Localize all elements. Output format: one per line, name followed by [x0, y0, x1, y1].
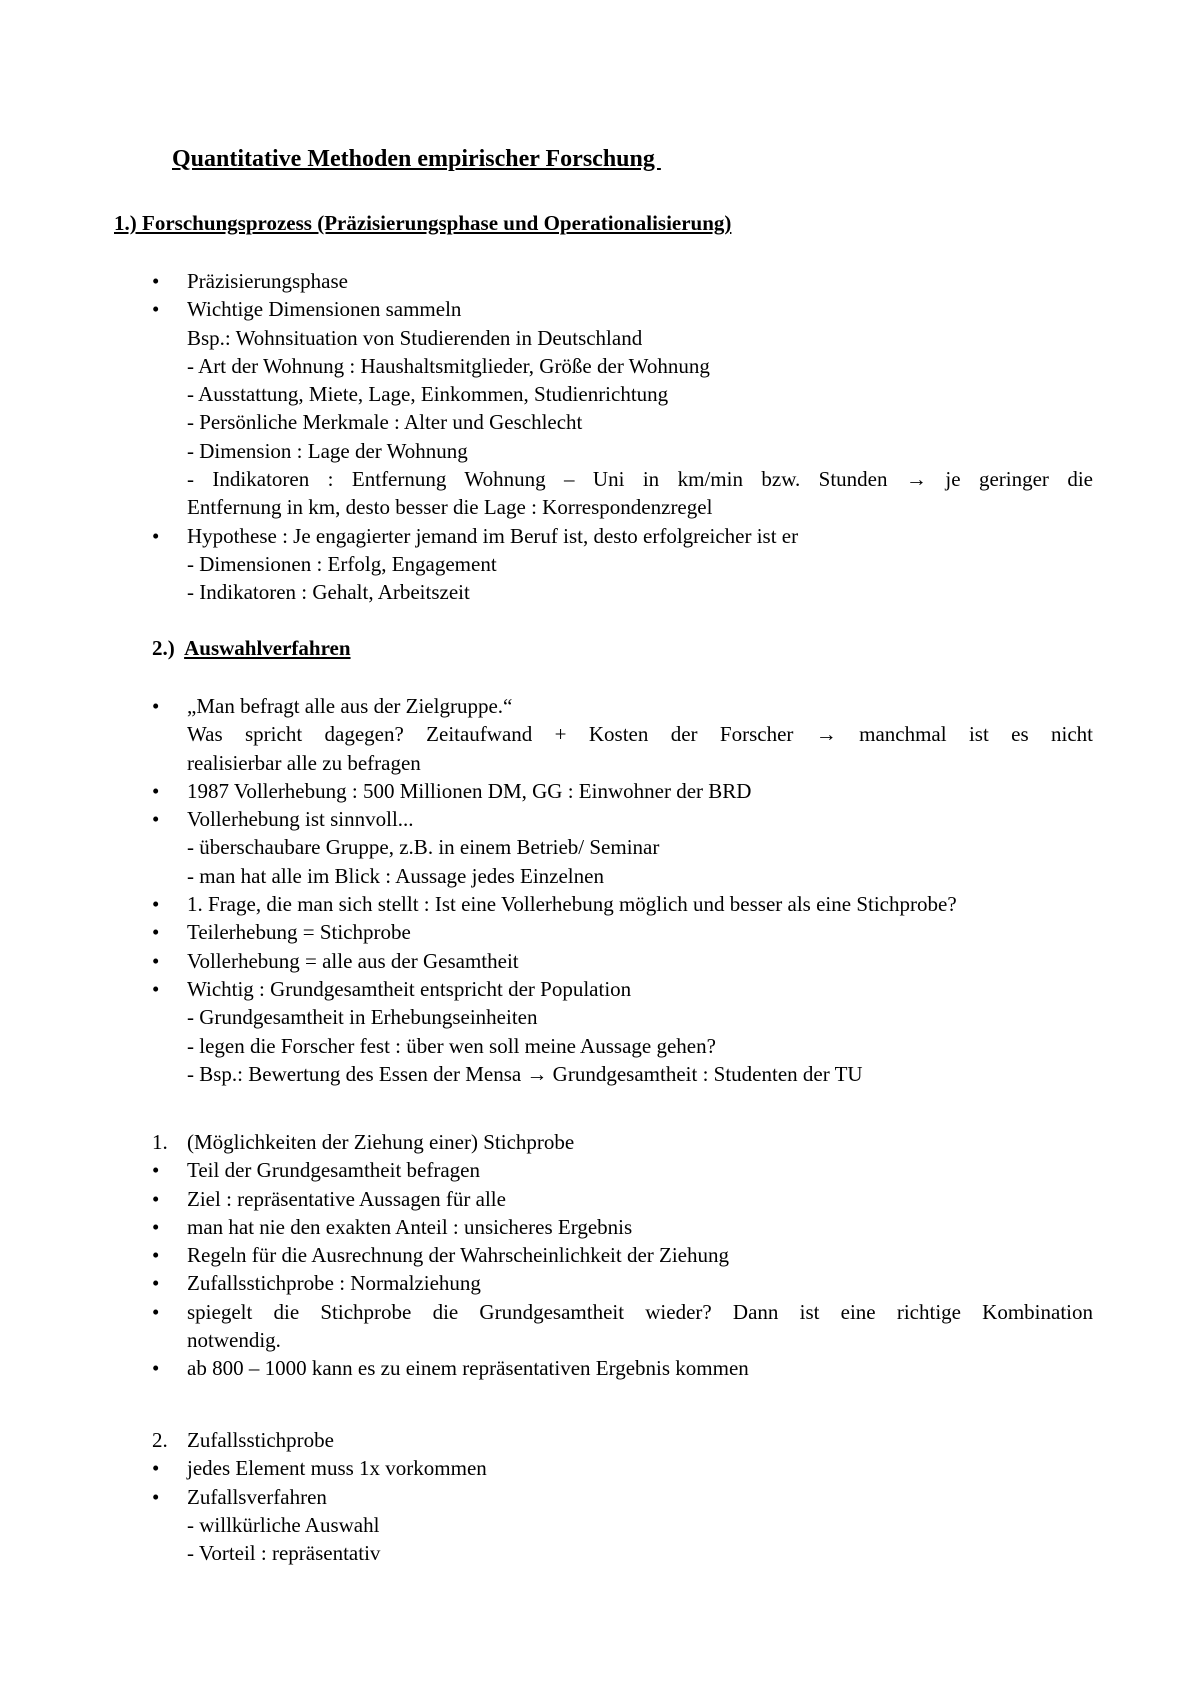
bullet-marker: •	[152, 920, 160, 945]
list-item-line: - Persönliche Merkmale : Alter und Geschlecht	[187, 410, 583, 435]
list-item-line: man hat nie den exakten Anteil : unsicheres Ergebnis	[187, 1214, 633, 1239]
section-2-number: 2.)	[152, 636, 175, 660]
bullet-marker: •	[152, 694, 160, 718]
bullet-marker: •	[152, 269, 160, 293]
bullet-marker: •	[152, 1158, 160, 1183]
list-item-line: - überschaubare Gruppe, z.B. in einem Betrieb/ Seminar	[187, 835, 660, 860]
list-item-line: 1987 Vollerhebung : 500 Millionen DM, GG : Einwohner der BRD	[187, 778, 752, 803]
list-item	[152, 805, 1093, 890]
bullet-marker: •	[152, 523, 160, 548]
list-item	[152, 1454, 1093, 1482]
list-item-line: Zufallsstichprobe	[187, 1428, 334, 1452]
bullet-marker: •	[152, 1356, 160, 1381]
list-item	[152, 295, 1093, 521]
list-item-line: ab 800 – 1000 kann es zu einem repräsentativen Ergebnis kommen	[187, 1356, 749, 1381]
list-item	[152, 890, 1093, 918]
list-item-line: Bsp.: Wohnsituation von Studierenden in Deutschland	[187, 325, 643, 350]
list-item-line: Zufallsverfahren	[187, 1484, 327, 1509]
number-marker: 1.	[152, 1130, 168, 1154]
list-item-line: Entfernung in km, desto besser die Lage : Korrespondenzregel	[187, 495, 713, 520]
bullet-marker: •	[152, 1484, 160, 1509]
bullet-marker: •	[152, 1299, 160, 1324]
list-item-line: Teil der Grundgesamtheit befragen	[187, 1158, 480, 1183]
list-item	[152, 1483, 1093, 1568]
list-item-line: Vollerhebung = alle aus der Gesamtheit	[187, 948, 519, 973]
bullet-marker: •	[152, 1214, 160, 1239]
list-item-line: Hypothese : Je engagierter jemand im Beruf ist, desto erfolgreicher ist er	[187, 523, 799, 548]
list-item	[152, 1213, 1093, 1241]
section-2-title: Auswahlverfahren	[184, 636, 351, 660]
section-2-list	[152, 692, 1093, 1088]
list-item	[152, 1354, 1093, 1382]
list-item	[152, 522, 1093, 607]
list-item-line: 1. Frage, die man sich stellt : Ist eine Vollerhebung möglich und besser als eine Stichprobe?	[187, 892, 957, 917]
list-item-line: notwendig.	[187, 1328, 281, 1353]
list-item-line: - Dimensionen : Erfolg, Engagement	[187, 551, 497, 576]
list-item	[152, 975, 1093, 1088]
bullet-marker: •	[152, 1243, 160, 1268]
bullet-marker: •	[152, 1271, 160, 1296]
list-item-line: - legen die Forscher fest : über wen soll meine Aussage gehen?	[187, 1033, 716, 1058]
list-item	[152, 267, 1093, 295]
section-4-list	[152, 1426, 1093, 1567]
number-marker: 2.	[152, 1428, 168, 1452]
document-title: Quantitative Methoden empirischer Forschung	[172, 146, 661, 172]
list-item	[152, 777, 1093, 805]
list-item-line: spiegelt die Stichprobe die Grundgesamtheit wieder? Dann ist eine richtige Kombination	[187, 1299, 1093, 1324]
bullet-marker: •	[152, 297, 160, 322]
list-item-line: Regeln für die Ausrechnung der Wahrscheinlichkeit der Ziehung	[187, 1243, 730, 1268]
list-item	[152, 1426, 1093, 1454]
list-item-line: - Indikatoren : Gehalt, Arbeitszeit	[187, 580, 470, 605]
bullet-marker: •	[152, 1186, 160, 1211]
list-item-line: - Ausstattung, Miete, Lage, Einkommen, Studienrichtung	[187, 382, 669, 407]
bullet-marker: •	[152, 892, 160, 917]
list-item-line: Was spricht dagegen? Zeitaufwand + Kosten der Forscher → manchmal ist es nicht	[187, 722, 1093, 747]
list-item-line: - Indikatoren : Entfernung Wohnung – Uni in km/min bzw. Stunden → je geringer die	[187, 467, 1093, 492]
bullet-marker: •	[152, 807, 160, 832]
list-item-line: Wichtige Dimensionen sammeln	[187, 297, 462, 322]
list-item-line: (Möglichkeiten der Ziehung einer) Stichprobe	[187, 1130, 575, 1154]
section-3-list	[152, 1128, 1093, 1383]
bullet-marker: •	[152, 778, 160, 803]
list-item-line: - man hat alle im Blick : Aussage jedes Einzelnen	[187, 863, 604, 888]
list-item	[152, 1128, 1093, 1156]
list-item-line: Präzisierungsphase	[187, 269, 348, 293]
list-item	[152, 1298, 1093, 1355]
list-item-line: Ziel : repräsentative Aussagen für alle	[187, 1186, 506, 1211]
list-item	[152, 918, 1093, 946]
section-2-heading	[152, 636, 351, 661]
list-item-line: - Vorteil : repräsentativ	[187, 1541, 381, 1566]
list-item-line: „Man befragt alle aus der Zielgruppe.“	[187, 694, 513, 718]
bullet-marker: •	[152, 1456, 160, 1481]
section-1-heading: 1.) Forschungsprozess (Präzisierungsphase und Operationalisierung)	[114, 211, 732, 235]
section-1-list	[152, 267, 1093, 607]
list-item-line: Zufallsstichprobe : Normalziehung	[187, 1271, 481, 1296]
list-item-line: realisierbar alle zu befragen	[187, 750, 421, 775]
list-item-line: - Bsp.: Bewertung des Essen der Mensa → Grundgesamtheit : Studenten der TU	[187, 1061, 863, 1086]
list-item-line: Wichtig : Grundgesamtheit entspricht der Population	[187, 976, 632, 1001]
list-item	[152, 947, 1093, 975]
bullet-marker: •	[152, 948, 160, 973]
list-item	[152, 1185, 1093, 1213]
list-item-line: - Art der Wohnung : Haushaltsmitglieder, Größe der Wohnung	[187, 353, 710, 378]
list-item-line: Teilerhebung = Stichprobe	[187, 920, 411, 945]
list-item	[152, 1156, 1093, 1184]
list-item-line: - Dimension : Lage der Wohnung	[187, 438, 468, 463]
list-item	[152, 1241, 1093, 1269]
list-item-line: - willkürliche Auswahl	[187, 1512, 380, 1537]
list-item-line: Vollerhebung ist sinnvoll...	[187, 807, 414, 832]
list-item	[152, 1269, 1093, 1297]
list-item	[152, 692, 1093, 777]
list-item-line: - Grundgesamtheit in Erhebungseinheiten	[187, 1005, 538, 1030]
bullet-marker: •	[152, 976, 160, 1001]
list-item-line: jedes Element muss 1x vorkommen	[187, 1456, 487, 1481]
